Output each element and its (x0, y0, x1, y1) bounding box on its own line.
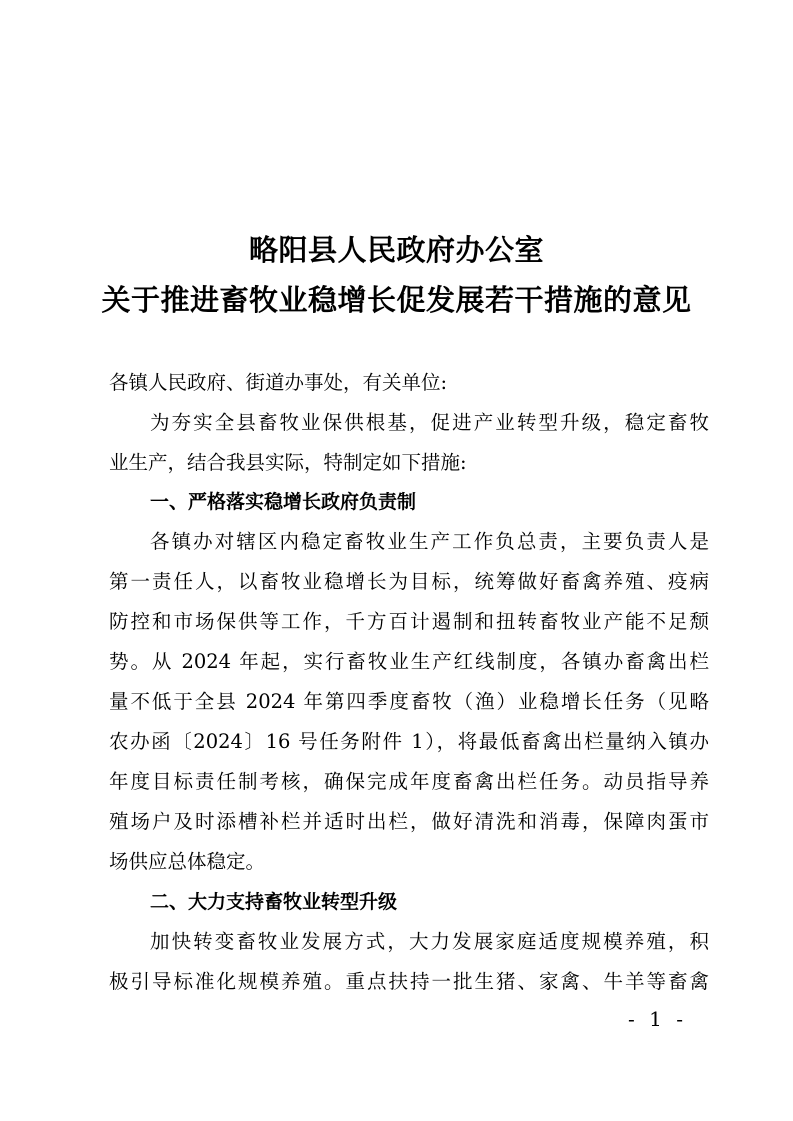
paragraph-line: 加快转变畜牧业发展方式，大力发展家庭适度规模养殖，积 (150, 930, 709, 953)
paragraph-line: 防控和市场保供等工作，千方百计遏制和扭转畜牧业产能不足颓 (109, 610, 709, 633)
intro-line: 为夯实全县畜牧业保供根基，促进产业转型升级，稳定畜牧 (150, 411, 709, 434)
intro-line: 业生产，结合我县实际，特制定如下措施: (109, 451, 467, 474)
page-number: - 1 - (628, 1007, 687, 1031)
paragraph-line: 量不低于全县 2024 年第四季度畜牧（渔）业稳增长任务（见略 (109, 690, 709, 713)
document-title-line-2: 关于推进畜牧业稳增长促发展若干措施的意见 (101, 283, 692, 317)
paragraph-line: 场供应总体稳定。 (109, 850, 266, 873)
paragraph-line: 农办函〔2024〕16 号任务附件 1），将最低畜禽出栏量纳入镇办 (109, 730, 709, 753)
paragraph-line: 势。从 2024 年起，实行畜牧业生产红线制度，各镇办畜禽出栏 (109, 650, 709, 673)
paragraph-line: 第一责任人，以畜牧业稳增长为目标，统筹做好畜禽养殖、疫病 (109, 570, 709, 593)
salutation: 各镇人民政府、街道办事处，有关单位: (109, 371, 448, 394)
paragraph-line: 殖场户及时添槽补栏并适时出栏，做好清洗和消毒，保障肉蛋市 (109, 810, 709, 833)
document-title-line-1: 略阳县人民政府办公室 (248, 233, 544, 267)
paragraph-line: 极引导标准化规模养殖。重点扶持一批生猪、家禽、牛羊等畜禽 (109, 970, 709, 993)
section-heading-2: 二、大力支持畜牧业转型升级 (150, 891, 398, 913)
section-heading-1: 一、严格落实稳增长政府负责制 (150, 491, 417, 513)
paragraph-line: 各镇办对辖区内稳定畜牧业生产工作负总责，主要负责人是 (150, 530, 709, 553)
paragraph-line: 年度目标责任制考核，确保完成年度畜禽出栏任务。动员指导养 (109, 770, 709, 793)
